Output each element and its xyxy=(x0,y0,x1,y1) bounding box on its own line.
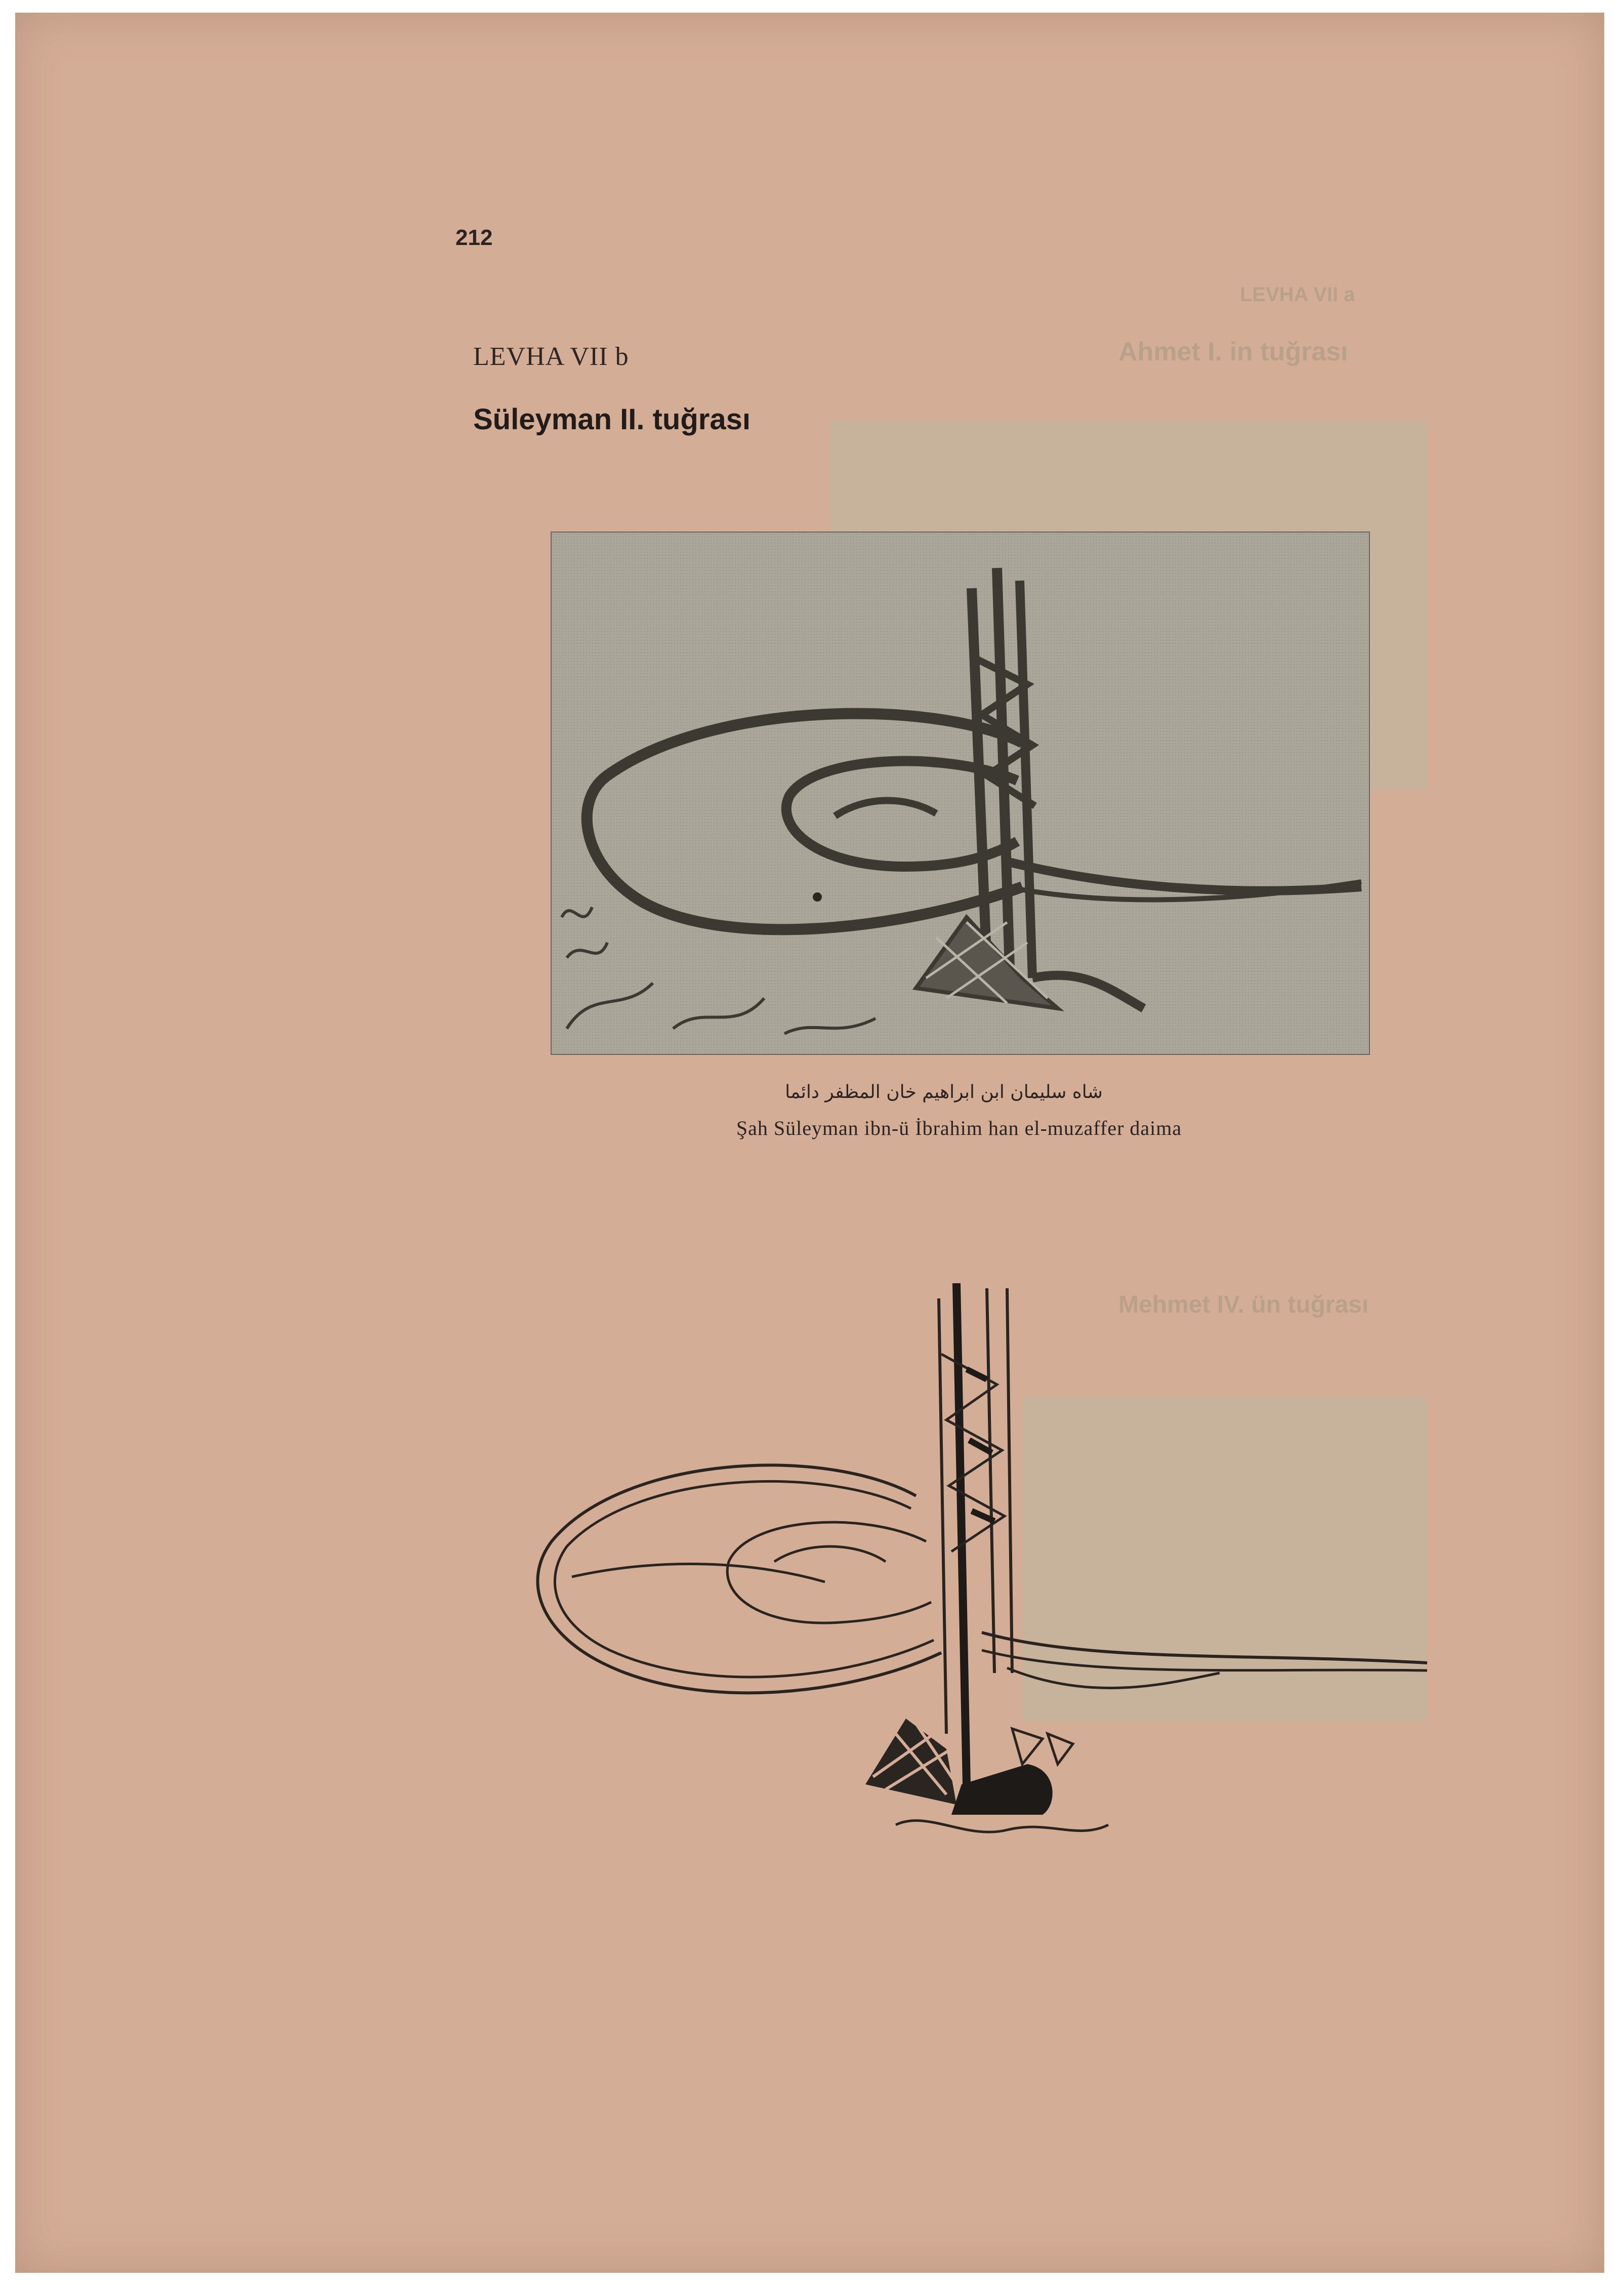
plate-title: Süleyman II. tuğrası xyxy=(473,403,751,436)
bleed-title-top: Ahmet I. in tuğrası xyxy=(1118,337,1348,366)
tughra-line-drawing xyxy=(511,1278,1432,1875)
page-number: 212 xyxy=(455,225,493,250)
caption-arabic: شاه سليمان ابن ابراهيم خان المظفر دائما xyxy=(785,1082,1103,1103)
caption-turkish: Şah Süleyman ibn-ü İbrahim han el-muzaffer daima xyxy=(736,1117,1182,1139)
bleed-plate-label: LEVHA VII a xyxy=(1240,283,1355,306)
paper-page xyxy=(15,13,1604,2273)
plate-label: LEVHA VII b xyxy=(473,342,629,371)
tughra-photograph xyxy=(551,532,1370,1055)
bleed-title-bottom: Mehmet IV. ün tuğrası xyxy=(1118,1291,1369,1318)
